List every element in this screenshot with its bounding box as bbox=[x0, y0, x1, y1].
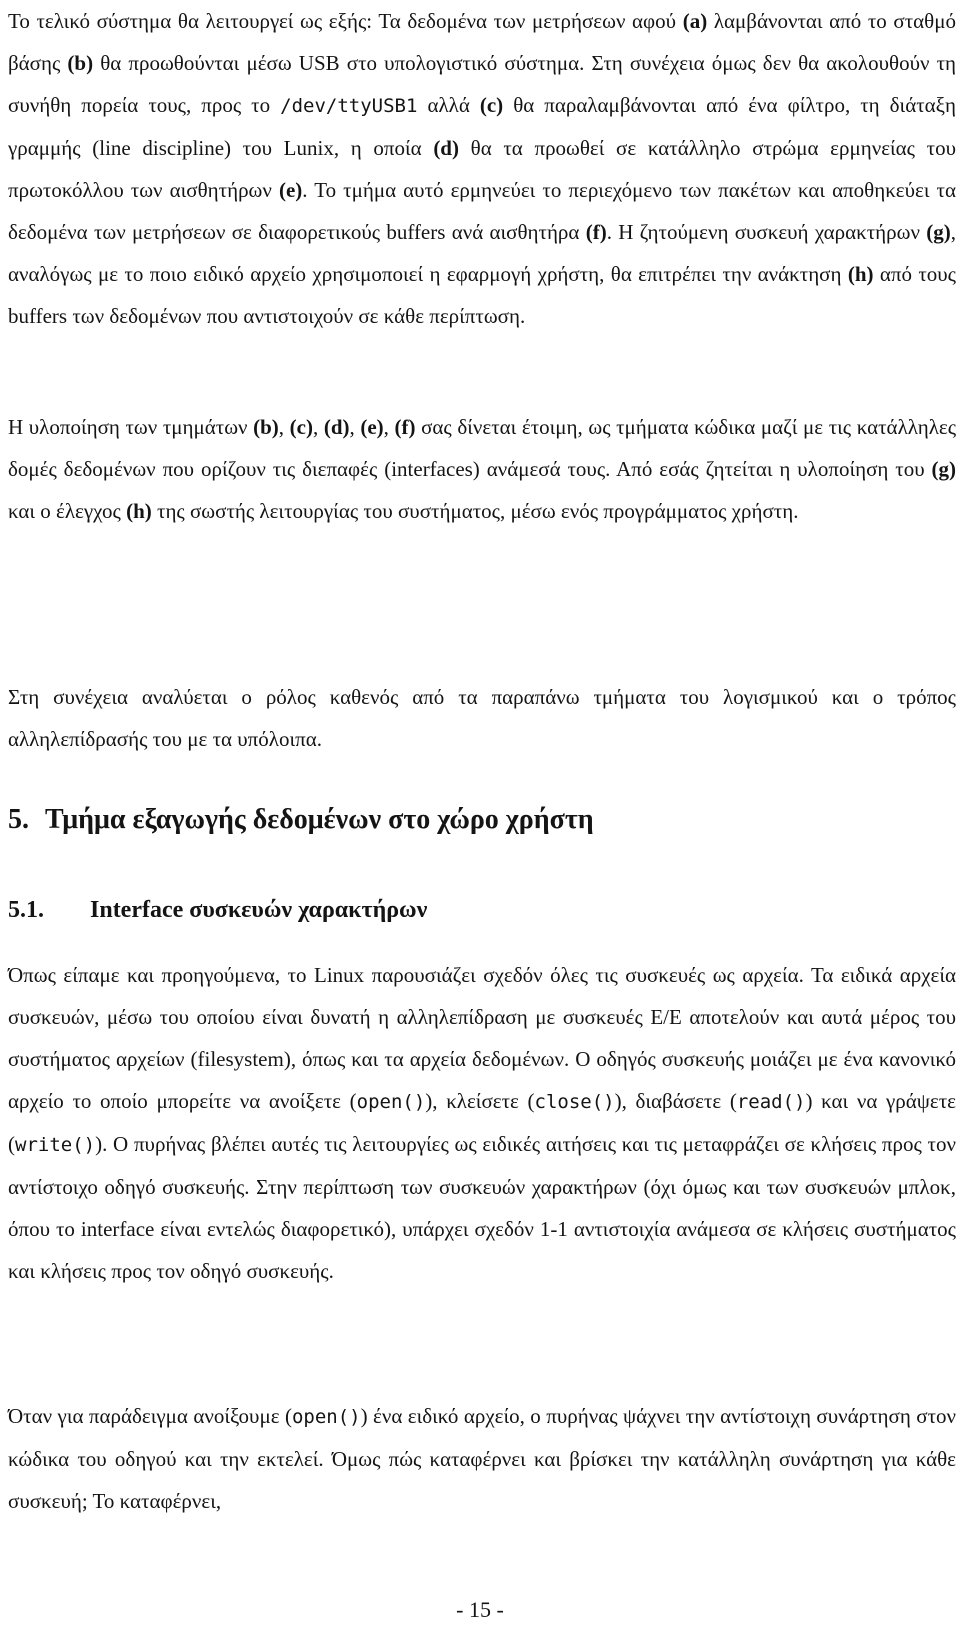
paragraph-open-example bbox=[8, 1395, 956, 1522]
text-run: , bbox=[349, 415, 361, 439]
text-run: Όταν για παράδειγμα ανοίξουμε ( bbox=[8, 1404, 292, 1428]
marker-e: (e) bbox=[360, 415, 384, 439]
subsection-number: 5.1. bbox=[8, 897, 44, 923]
text-run: αλλά bbox=[417, 93, 480, 117]
text-run: ), διαβάσετε ( bbox=[614, 1089, 737, 1113]
text-run: , bbox=[312, 415, 324, 439]
subsection-title: Interface συσκευών χαρακτήρων bbox=[90, 897, 428, 923]
marker-f: (f) bbox=[394, 415, 416, 439]
text-run: , αναλόγως με το ποιο ειδικό αρχείο χρησιμοποιεί η εφαρμογή χρήστη, θα επιτρέπει την ανάκτηση bbox=[8, 220, 956, 286]
paragraph-device-files bbox=[8, 954, 956, 1292]
marker-d: (d) bbox=[433, 136, 459, 160]
text-run: ) ένα ειδικό αρχείο, ο πυρήνας ψάχνει την αντίστοιχη συνάρτηση στον κώδικα του οδηγού και την εκτελεί. Όμως πώς καταφέρνει και βρίσκει την κατάλληλη συνάρτηση για κάθε συσκευή; Το καταφέρνει, bbox=[8, 1404, 956, 1513]
marker-c: (c) bbox=[289, 415, 313, 439]
text-run: θα τα προωθεί σε κατάλληλο στρώμα ερμηνείας του πρωτοκόλλου των αισθητήρων bbox=[8, 136, 956, 202]
paragraph-implementation bbox=[8, 406, 956, 532]
marker-g: (g) bbox=[926, 220, 951, 244]
subsection-heading bbox=[8, 893, 427, 927]
text-run: . Το τμήμα αυτό ερμηνεύει το περιεχόμενο των πακέτων και αποθηκεύει τα δεδομένα των μετρήσεων σε διαφορετικούς buffers ανά αισθητήρα bbox=[8, 178, 956, 244]
text-run: σας δίνεται έτοιμη, ως τμήματα κώδικα μαζί με τις κατάλληλες δομές δεδομένων που ορίζουν τις διεπαφές (interfaces) ανάμεσά τους. Από εσάς ζητείται η υλοποίηση του bbox=[8, 415, 957, 481]
text-run: Στη συνέχεια αναλύεται ο ρόλος καθενός από τα παραπάνω τμήματα του λογισμικού και ο τρόπος αλληλεπίδρασής του με τα υπόλοιπα. bbox=[8, 685, 956, 751]
code-dev-ttyusb1: /dev/ttyUSB1 bbox=[280, 95, 418, 117]
text-run: θα παραλαμβάνονται από ένα φίλτρο, τη διάταξη γραμμής (line discipline) του Lunix, η οποία bbox=[8, 93, 956, 160]
text-run: , bbox=[278, 415, 290, 439]
code-open: open() bbox=[291, 1406, 361, 1428]
text-run: από τους buffers των δεδομένων που αντιστοιχούν σε κάθε περίπτωση. bbox=[8, 262, 956, 328]
text-run: Το τελικό σύστημα θα λειτουργεί ως εξής: Τα δεδομένα των μετρήσεων αφού bbox=[8, 9, 683, 33]
marker-b: (b) bbox=[67, 51, 94, 75]
text-run: και ο έλεγχος bbox=[8, 499, 127, 523]
marker-h: (h) bbox=[126, 499, 152, 523]
text-run: Όπως είπαμε και προηγούμενα, το Linux παρουσιάζει σχεδόν όλες τις συσκευές ως αρχεία. Τα ειδικά αρχεία συσκευών, μέσω του οποίου είναι δυνατή η αλληλεπίδραση με συσκευές Ε/Ε αποτελούν και αυτά μέρος του συστήματος αρχείων (filesystem), όπως και τα αρχεία δεδομένων. Ο οδηγός συσκευής μοιάζει με ένα κανονικό αρχείο το οποίο μπορείτε να ανοίξετε ( bbox=[8, 963, 956, 1113]
marker-g: (g) bbox=[931, 457, 956, 481]
page-number: - 15 - bbox=[456, 1597, 504, 1622]
text-run: της σωστής λειτουργίας του συστήματος, μέσω ενός προγράμματος χρήστη. bbox=[151, 499, 799, 523]
section-heading bbox=[8, 800, 594, 840]
text-run: . Η ζητούμενη συσκευή χαρακτήρων bbox=[606, 220, 927, 244]
paragraph-roles-intro bbox=[8, 676, 956, 760]
text-run: ). Ο πυρήνας βλέπει αυτές τις λειτουργίες ως ειδικές αιτήσεις και τις μεταφράζει σε κλήσεις προς τον αντίστοιχο οδηγό συσκευής. Στην περίπτωση των συσκευών χαρακτήρων (όχι όμως και των συσκευών μπλοκ, όπου το interface είναι εντελώς διαφορετικό), υπάρχει σχεδόν 1-1 αντιστοιχία ανάμεσα σε κλήσεις συστήματος και κλήσεις προς τον οδηγό συσκευής. bbox=[8, 1132, 956, 1283]
text-run: Η υλοποίηση των τμημάτων bbox=[8, 415, 254, 439]
marker-c: (c) bbox=[479, 93, 504, 117]
code-close: close() bbox=[534, 1091, 615, 1113]
marker-f: (f) bbox=[585, 220, 607, 244]
marker-h: (h) bbox=[847, 262, 874, 286]
section-title: Τμήμα εξαγωγής δεδομένων στο χώρο χρήστη bbox=[45, 804, 594, 835]
section-number: 5. bbox=[8, 804, 29, 835]
code-open: open() bbox=[356, 1091, 426, 1113]
text-run: ) και να γράψετε ( bbox=[8, 1089, 956, 1156]
marker-e: (e) bbox=[278, 178, 303, 202]
marker-a: (a) bbox=[682, 9, 708, 33]
marker-d: (d) bbox=[323, 415, 350, 439]
text-run: ), κλείσετε ( bbox=[425, 1089, 535, 1113]
paragraph-system-operation bbox=[8, 0, 956, 337]
code-read: read() bbox=[736, 1091, 806, 1113]
marker-b: (b) bbox=[253, 415, 279, 439]
code-write: write() bbox=[15, 1134, 96, 1156]
text-run: θα προωθούνται μέσω USB στο υπολογιστικό σύστημα. Στη συνέχεια όμως δεν θα ακολουθούν τη συνήθη πορεία τους, προς το bbox=[8, 51, 956, 117]
text-run: , bbox=[383, 415, 395, 439]
text-run: λαμβάνονται από το σταθμό βάσης bbox=[8, 9, 956, 75]
